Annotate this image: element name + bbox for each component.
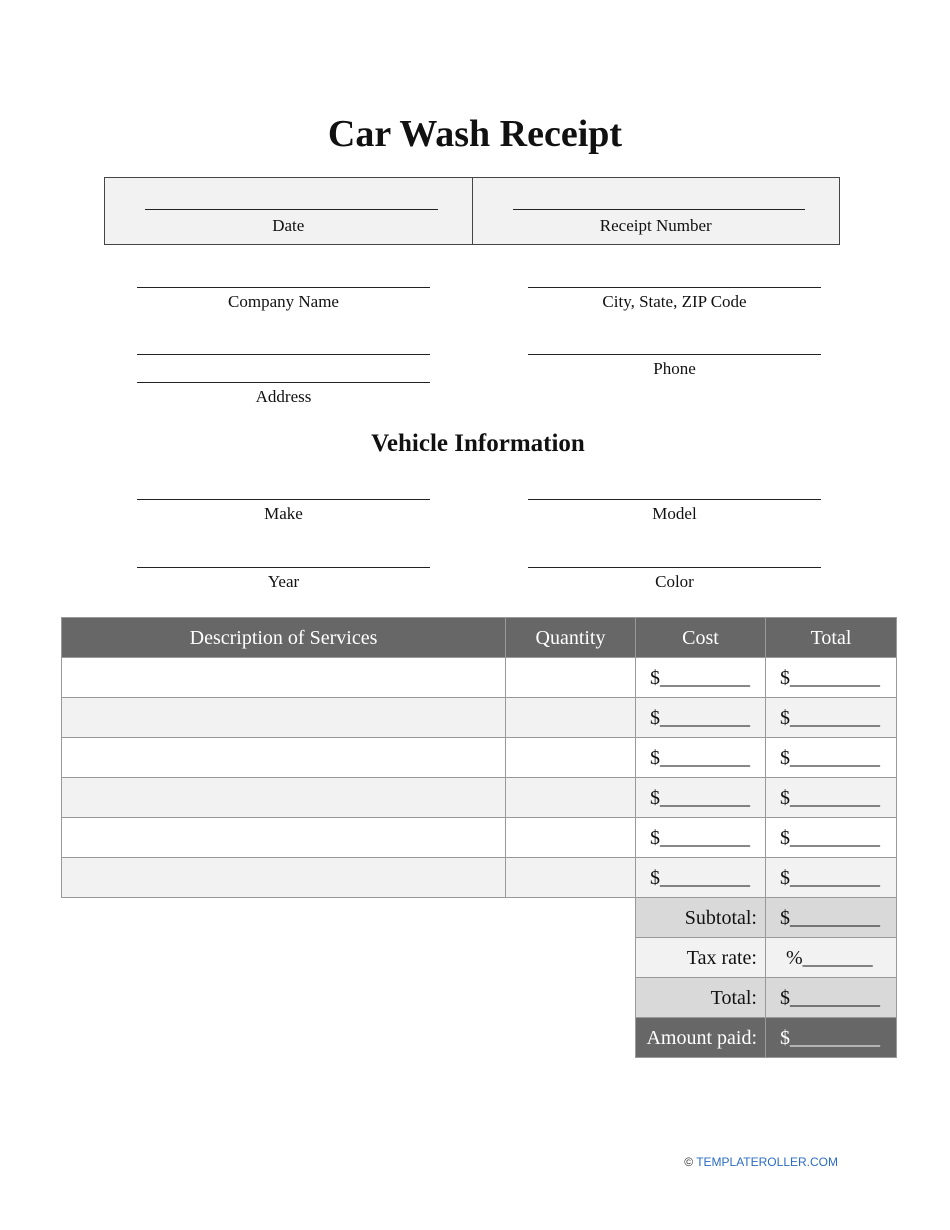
table-row [62,778,897,818]
amount-paid-value[interactable]: $_________ [766,1018,897,1058]
address-label: Address [255,387,312,406]
date-label: Date [272,216,305,235]
quantity-cell[interactable] [506,858,636,898]
table-row [62,858,897,898]
quantity-cell[interactable] [506,698,636,738]
vehicle-info-heading: Vehicle Information [371,430,585,457]
tax-rate-row [62,938,897,978]
templateroller-link[interactable]: TEMPLATEROLLER.COM [696,1155,838,1169]
make-field[interactable] [137,499,430,524]
cost-cell[interactable]: $_________ [636,858,766,898]
address-line-1[interactable] [137,354,430,355]
phone-label: Phone [653,359,696,378]
quantity-cell[interactable] [506,818,636,858]
table-row [62,818,897,858]
address-field[interactable] [137,382,430,407]
year-label: Year [267,572,300,591]
subtotal-row [62,898,897,938]
header-total: Total [766,618,897,658]
quantity-cell[interactable] [506,738,636,778]
total-cell[interactable]: $_________ [766,698,897,738]
city-state-zip-field[interactable] [528,287,821,312]
header-quantity: Quantity [506,618,636,658]
cost-cell[interactable]: $_________ [636,658,766,698]
page-title: Car Wash Receipt [327,113,623,155]
receipt-number-label: Receipt Number [599,216,712,235]
table-row [62,738,897,778]
copyright-symbol: © [684,1155,694,1169]
company-name-label: Company Name [228,292,339,311]
table-row [62,698,897,738]
date-line [145,209,438,210]
table-row [62,658,897,698]
description-cell[interactable] [62,818,506,858]
quantity-cell[interactable] [506,778,636,818]
total-label: Total: [636,978,766,1018]
receipt-number-line [513,209,806,210]
description-cell[interactable] [62,738,506,778]
cost-cell[interactable]: $_________ [636,818,766,858]
header-fields-box [104,177,840,245]
services-table [61,617,897,1058]
total-cell[interactable]: $_________ [766,818,897,858]
color-field[interactable] [528,567,821,592]
quantity-cell[interactable] [506,658,636,698]
subtotal-label: Subtotal: [636,898,766,938]
cost-cell[interactable]: $_________ [636,738,766,778]
description-cell[interactable] [62,858,506,898]
cost-cell[interactable]: $_________ [636,778,766,818]
total-cell[interactable]: $_________ [766,858,897,898]
description-cell[interactable] [62,698,506,738]
header-description: Description of Services [62,618,506,658]
model-field[interactable] [528,499,821,524]
total-row [62,978,897,1018]
description-cell[interactable] [62,778,506,818]
subtotal-value[interactable]: $_________ [766,898,897,938]
receipt-number-field[interactable] [472,178,840,244]
year-field[interactable] [137,567,430,592]
table-header-row [62,618,897,658]
phone-field[interactable] [528,354,821,379]
description-cell[interactable] [62,658,506,698]
amount-paid-row [62,1018,897,1058]
model-label: Model [652,504,697,523]
total-value[interactable]: $_________ [766,978,897,1018]
header-cost: Cost [636,618,766,658]
color-label: Color [655,572,694,591]
total-cell[interactable]: $_________ [766,738,897,778]
tax-rate-value[interactable]: %_______ [766,938,897,978]
tax-rate-label: Tax rate: [636,938,766,978]
date-field[interactable] [105,178,472,244]
cost-cell[interactable]: $_________ [636,698,766,738]
total-cell[interactable]: $_________ [766,778,897,818]
total-cell[interactable]: $_________ [766,658,897,698]
company-name-field[interactable] [137,287,430,312]
amount-paid-label: Amount paid: [636,1018,766,1058]
footer [684,1155,838,1169]
make-label: Make [264,504,303,523]
city-state-zip-label: City, State, ZIP Code [602,292,747,311]
